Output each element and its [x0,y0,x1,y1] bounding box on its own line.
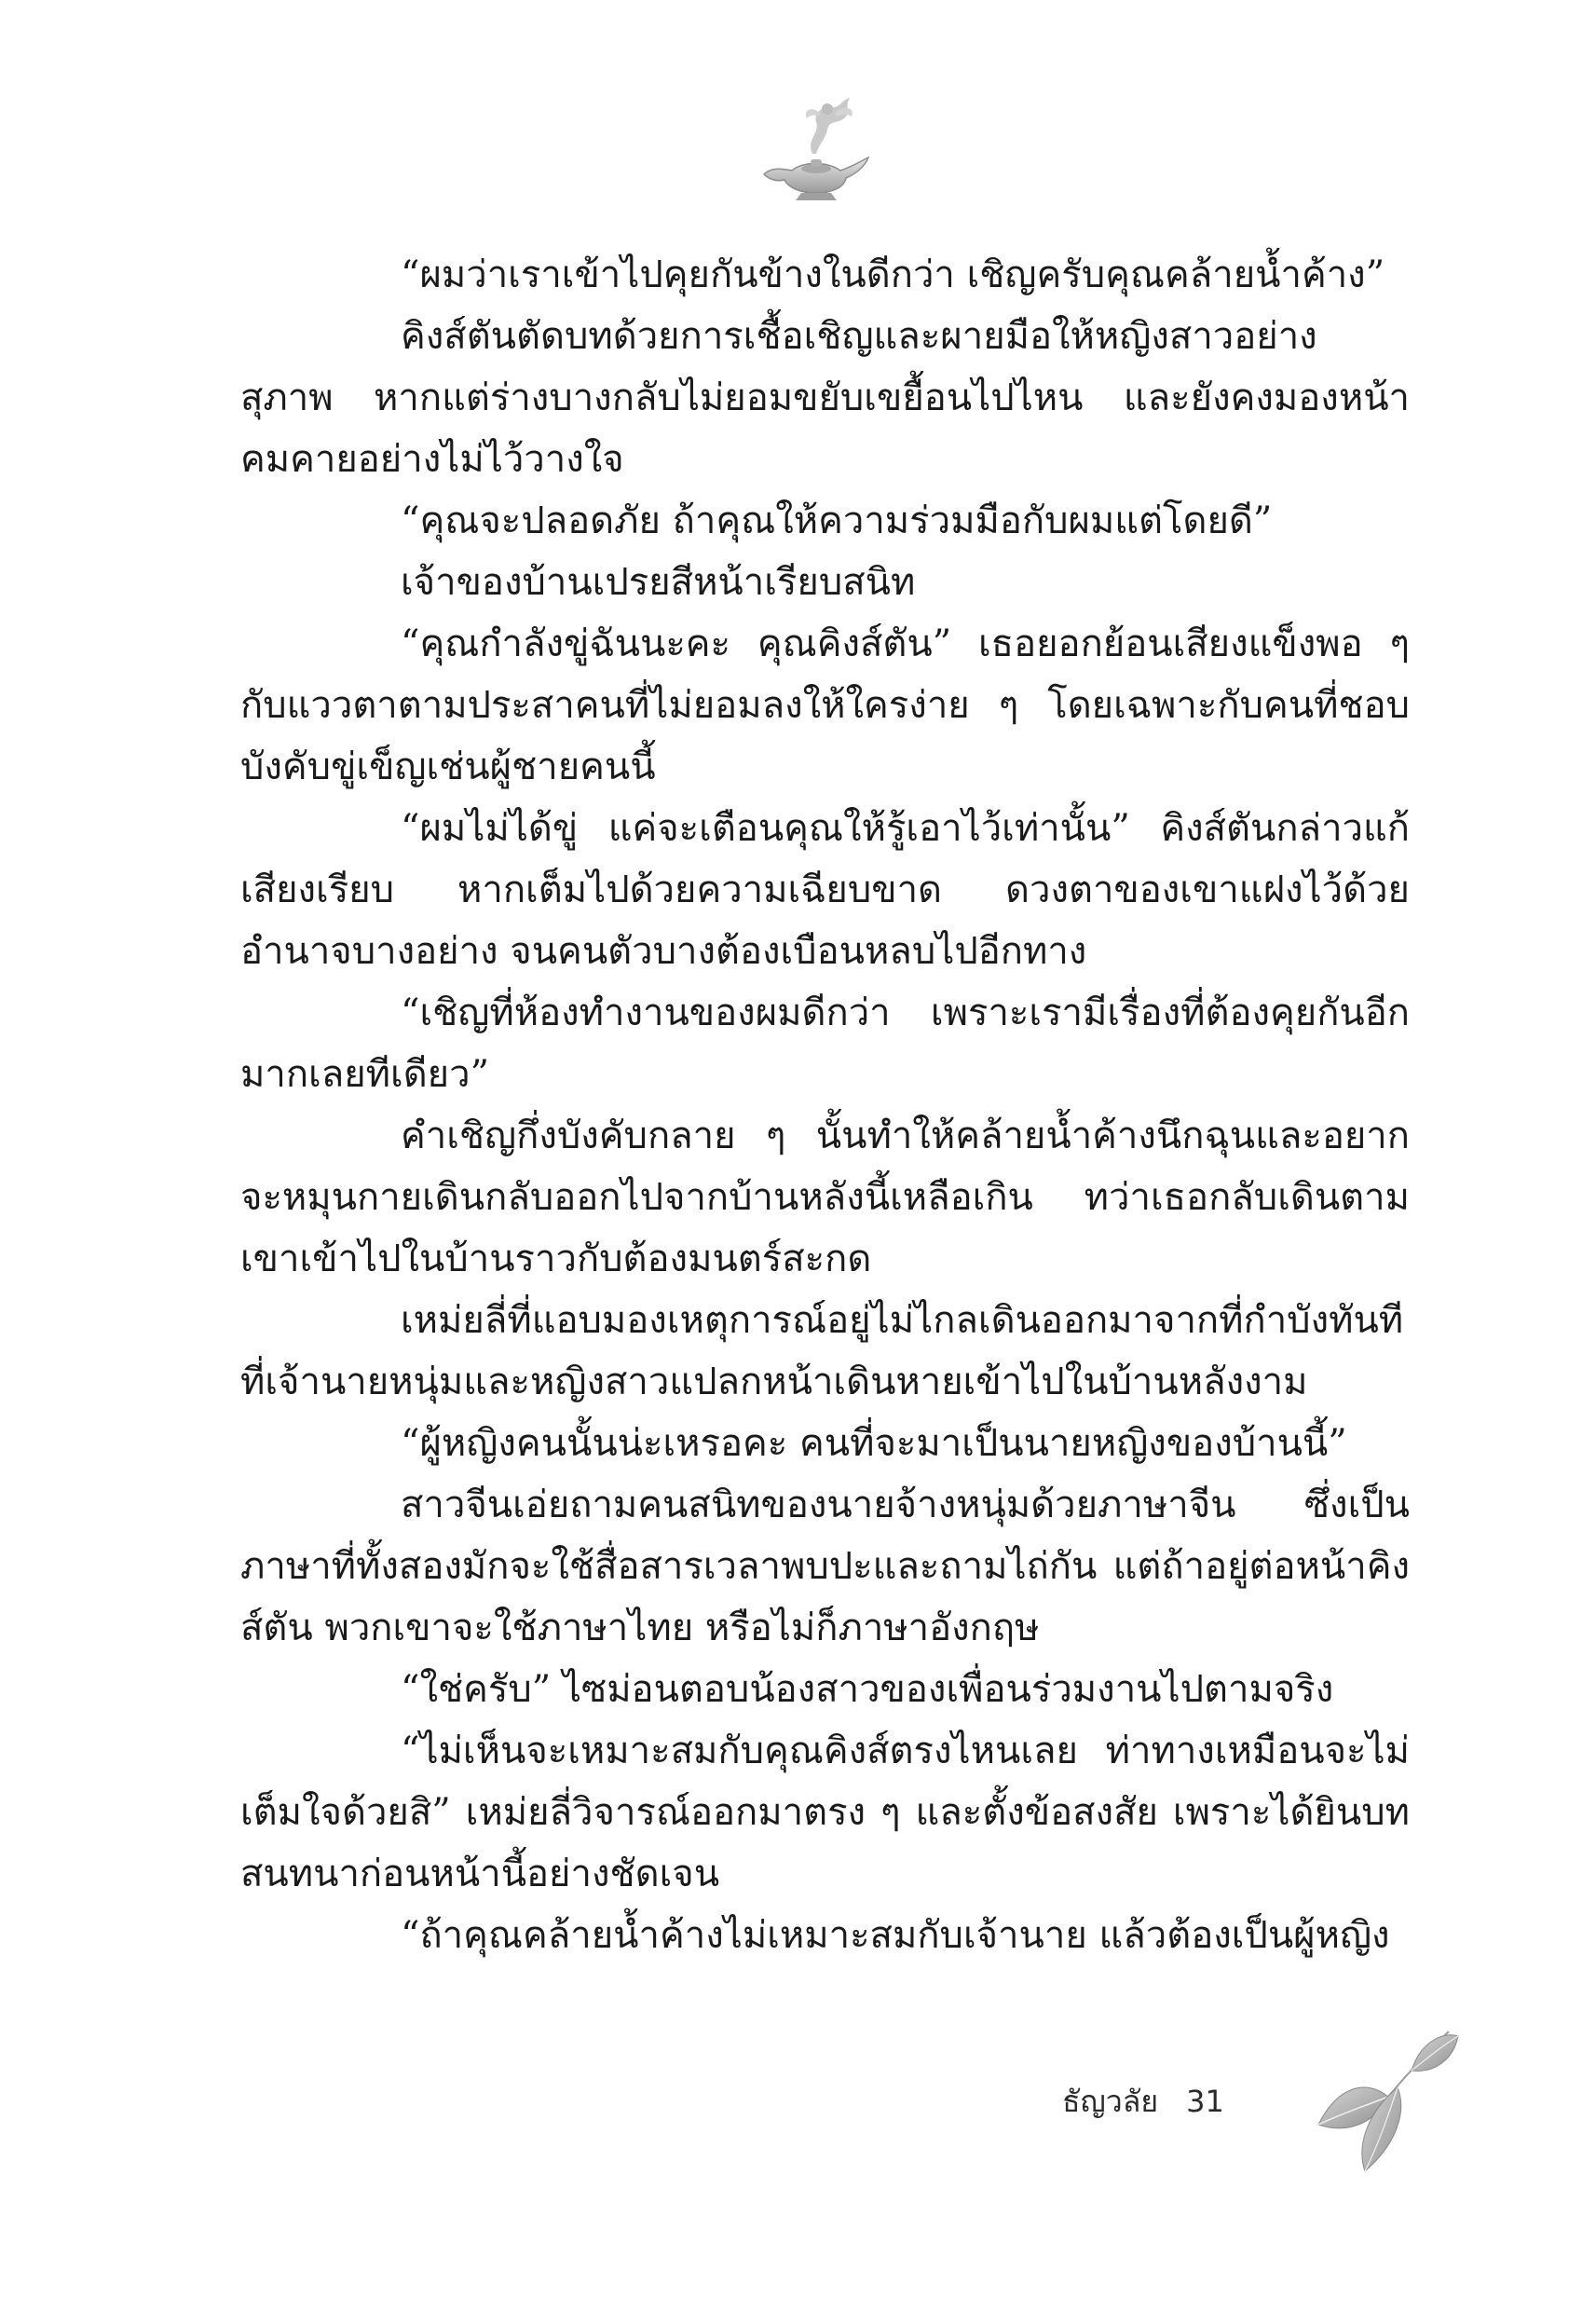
leaves-icon [1300,2022,1463,2185]
story-text [240,244,1410,1966]
page-footer [1062,2078,1224,2126]
paragraph: “ถ้าคุณคล้ายน้ำค้างไม่เหมาะสมกับเจ้านาย แล้วต้องเป็นผู้หญิง [401,1914,1390,1957]
paragraph: คำเชิญกึ่งบังคับกลาย ๆ นั้นทำให้คล้ายน้ำค้างนึกฉุนและอยากจะหมุนกายเดินกลับออกไปจากบ้านหลังนี้เหลือเกิน ทว่าเธอกลับเดินตามเขาเข้าไปในบ้านราวกับต้องมนตร์สะกด [240,1114,1410,1280]
paragraph: เหม่ยลี่ที่แอบมองเหตุการณ์อยู่ไม่ไกลเดินออกมาจากที่กำบังทันทีที่เจ้านายหนุ่มและหญิงสาวแปลกหน้าเดินหายเข้าไปในบ้านหลังงาม [240,1299,1404,1403]
paragraph: “ไม่เห็นจะเหมาะสมกับคุณคิงส์ตรงไหนเลย ท่าทางเหมือนจะไม่เต็มใจด้วยสิ” เหม่ยลี่วิจารณ์ออกมาตรง ๆ และตั้งข้อสงสัย เพราะได้ยินบทสนทนาก่อนหน้านี้อย่างชัดเจน [240,1730,1410,1895]
paragraph: “เชิญที่ห้องทำงานของผมดีกว่า เพราะเรามีเรื่องที่ต้องคุยกันอีกมากเลยทีเดียว” [240,991,1410,1096]
paragraph: คิงส์ตันตัดบทด้วยการเชื้อเชิญและผายมือให้หญิงสาวอย่างสุภาพ หากแต่ร่างบางกลับไม่ยอมขยับเขยื้อนไปไหน และยังคงมองหน้าคมคายอย่างไม่ไว้วางใจ [240,315,1410,481]
genie-lamp-icon [755,89,876,210]
page-number: 31 [1186,2084,1224,2119]
paragraph: “คุณกำลังขู่ฉันนะคะ คุณคิงส์ตัน” เธอยอกย้อนเสียงแข็งพอ ๆ กับแววตาตามประสาคนที่ไม่ยอมลงให้ใครง่าย ๆ โดยเฉพาะกับคนที่ชอบบังคับขู่เข็ญเช่นผู้ชายคนนี้ [240,622,1410,788]
book-title: ธัญวลัย [1062,2084,1159,2119]
paragraph: “ผมว่าเราเข้าไปคุยกันข้างในดีกว่า เชิญครับคุณคล้ายน้ำค้าง” [401,253,1385,296]
paragraph: “คุณจะปลอดภัย ถ้าคุณให้ความร่วมมือกับผมแต่โดยดี” [401,499,1273,542]
paragraph: “ใช่ครับ” ไซม่อนตอบน้องสาวของเพื่อนร่วมงานไปตามจริง [401,1668,1334,1711]
paragraph: สาวจีนเอ่ยถามคนสนิทของนายจ้างหนุ่มด้วยภาษาจีน ซึ่งเป็นภาษาที่ทั้งสองมักจะใช้สื่อสารเวลาพบปะและถามไถ่กัน แต่ถ้าอยู่ต่อหน้าคิงส์ตัน พวกเขาจะใช้ภาษาไทย หรือไม่ก็ภาษาอังกฤษ [240,1484,1410,1649]
paragraph: “ผมไม่ได้ขู่ แค่จะเตือนคุณให้รู้เอาไว้เท่านั้น” คิงส์ตันกล่าวแก้เสียงเรียบ หากเต็มไปด้วยความเฉียบขาด ดวงตาของเขาแฝงไว้ด้วยอำนาจบางอย่าง จนคนตัวบางต้องเบือนหลบไปอีกทาง [240,807,1410,973]
paragraph: เจ้าของบ้านเปรยสีหน้าเรียบสนิท [401,561,916,604]
paragraph: “ผู้หญิงคนนั้นน่ะเหรอคะ คนที่จะมาเป็นนายหญิงของบ้านนี้” [401,1422,1347,1465]
